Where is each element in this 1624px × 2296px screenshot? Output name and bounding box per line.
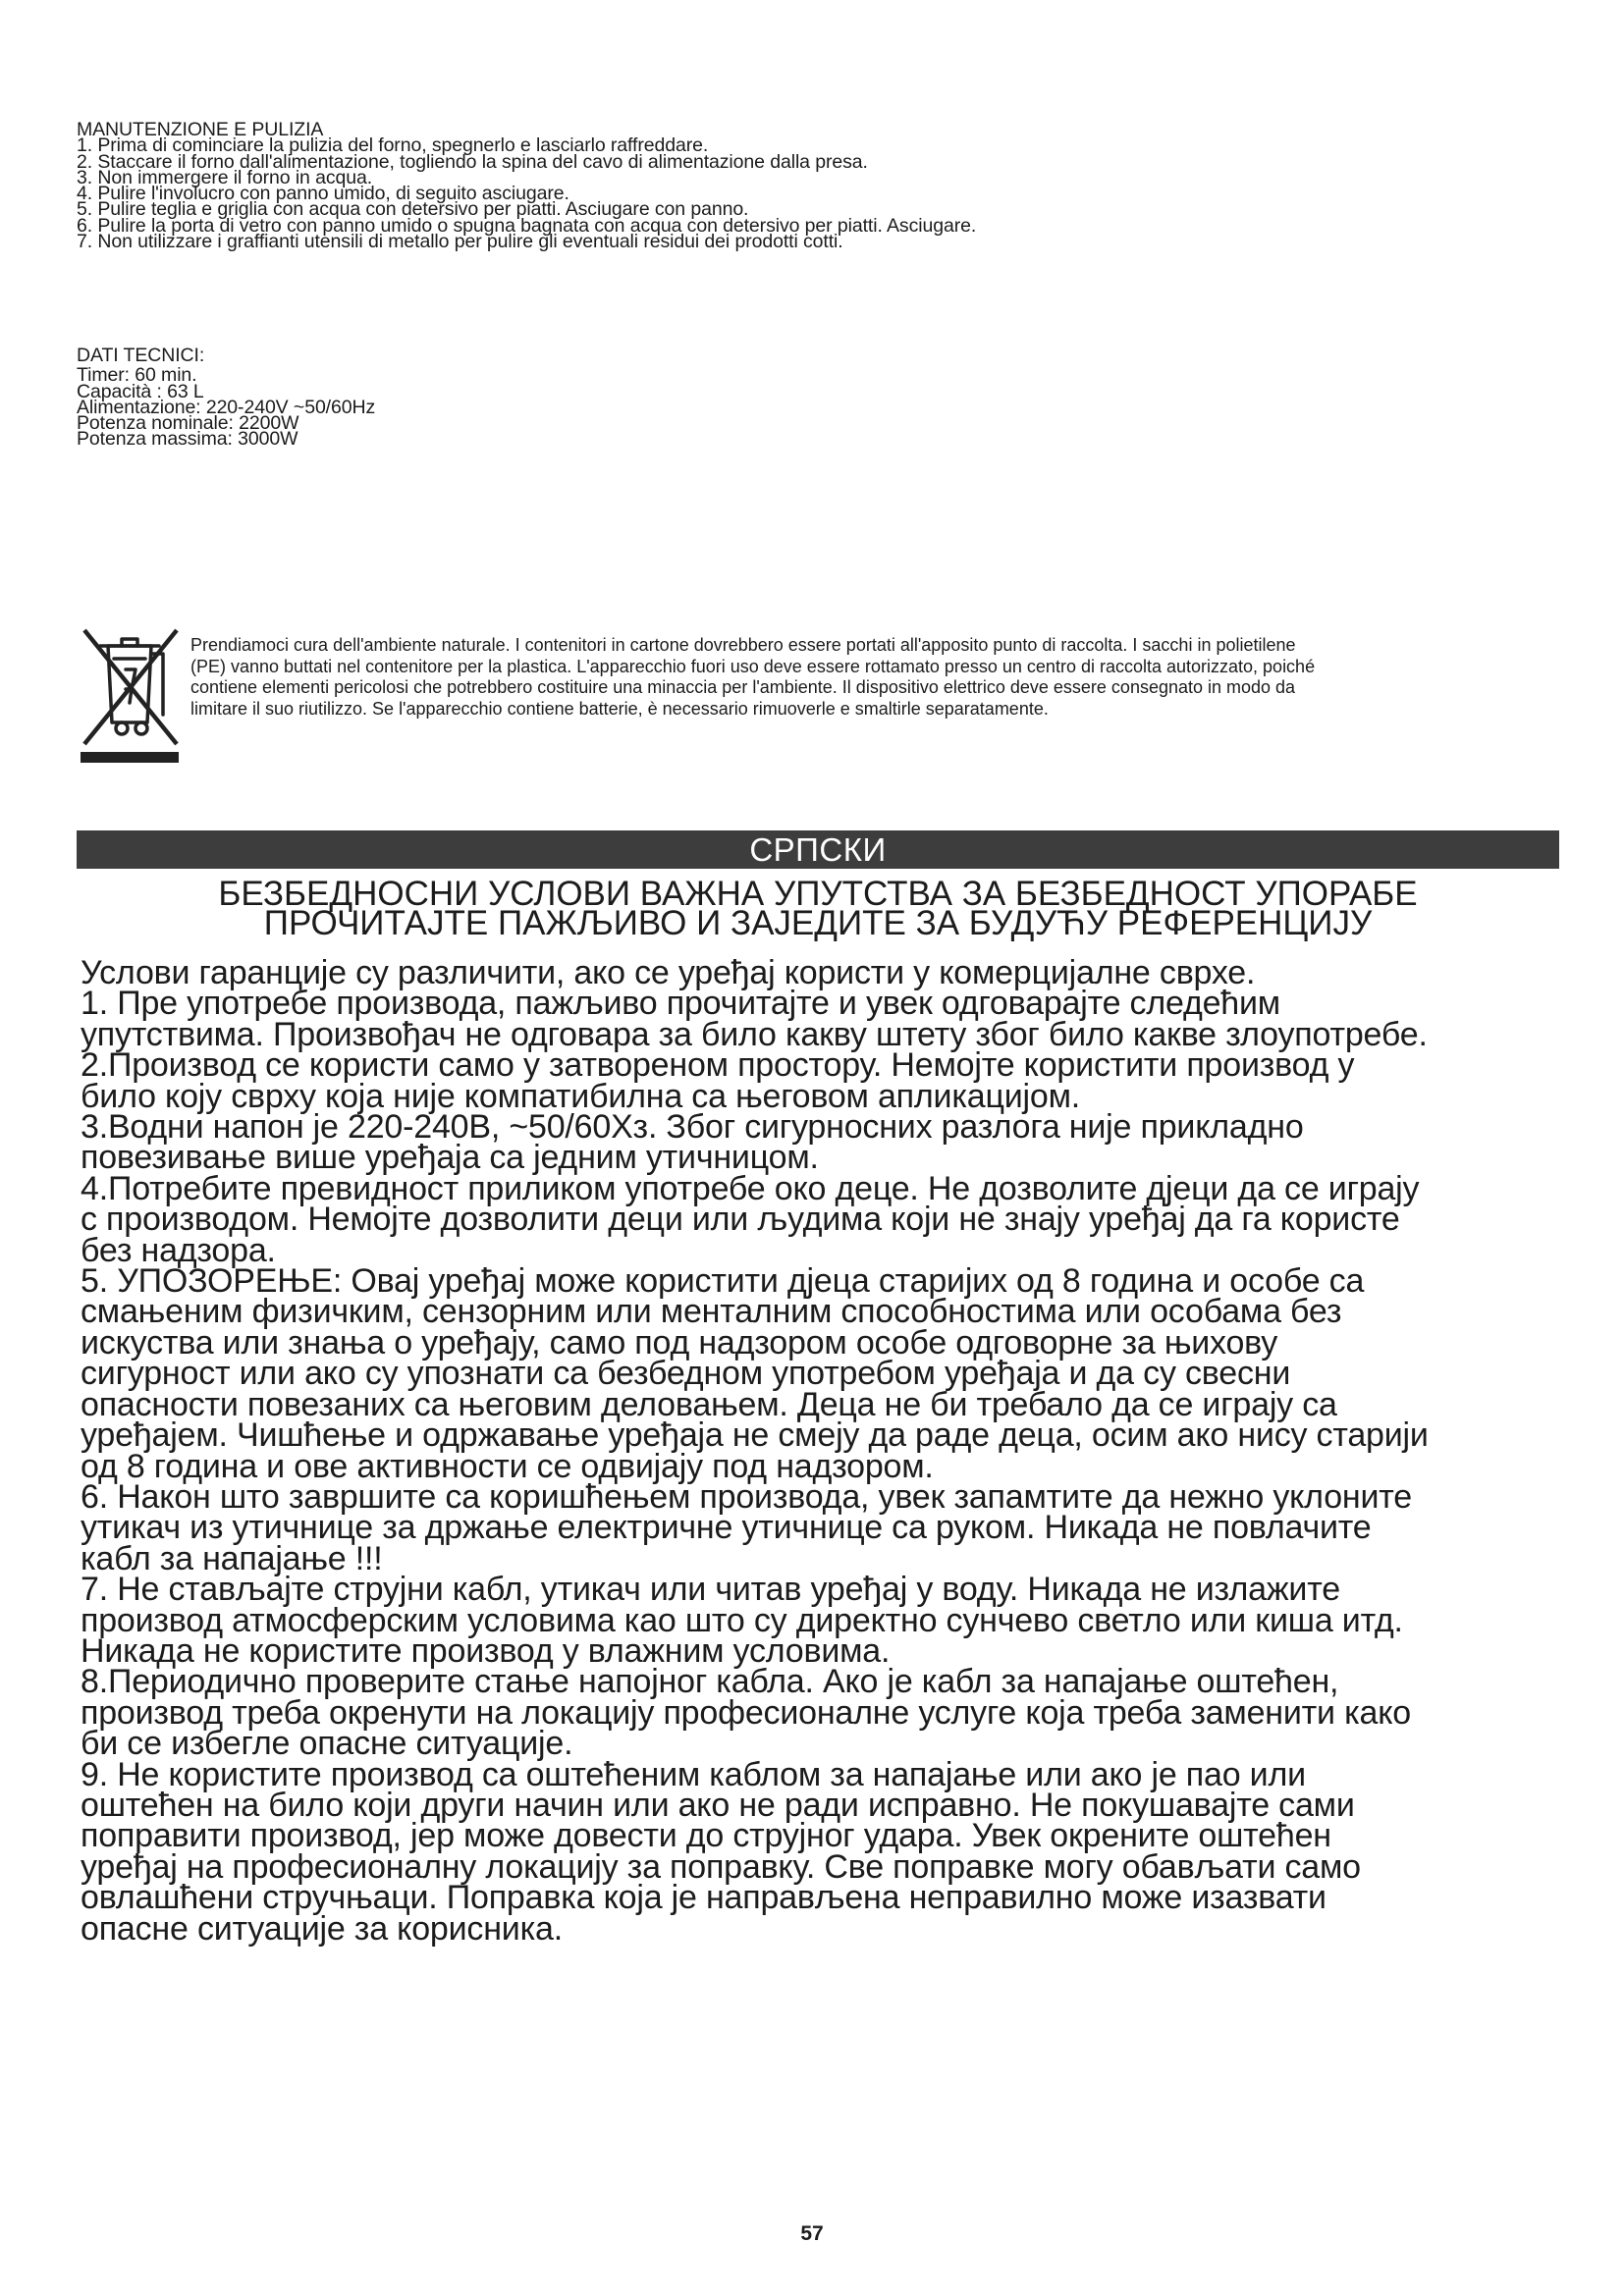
technical-data-section (77, 345, 1549, 451)
maintenance-step: 6. Pulire la porta di vetro con panno umido o spugna bagnata con acqua con detersivo per piatti. Asciugare. (77, 214, 977, 237)
safety-line: кабл за напајање !!! (81, 1539, 383, 1577)
serbian-safety-text (81, 954, 1563, 1948)
safety-line: 1. Пре употребе производа, пажљиво прочитајте и увек одговарајте следећим (81, 985, 1280, 1023)
spec-line: Capacità : 63 L (77, 380, 204, 402)
maintenance-section (77, 119, 1549, 253)
safety-line: 6. Након што завршите са коришћењем производа, увек запамтите да нежно уклоните (81, 1477, 1412, 1516)
safety-line: 3.Водни напон је 220-240В, ~50/60Хз. Због сигурносних разлога није прикладно (81, 1108, 1304, 1147)
spec-line: Timer: 60 min. (77, 364, 197, 387)
weee-line: contiene elementi pericolosi che potrebbero costituire una minaccia per l'ambiente. Il dispositivo elettrico deve essere consegnato in modo da (190, 677, 1296, 697)
safety-line: поправити производ, јер може довести до струјног удара. Увек окрените оштећен (81, 1817, 1331, 1855)
weee-disposal-notice (190, 635, 1565, 720)
safety-line: утикач из утичнице за држање електричне утичнице са руком. Никада не повлачите (81, 1509, 1372, 1547)
safety-line: 2.Производ се користи само у затвореном простору. Немојте користити производ у (81, 1046, 1355, 1085)
maintenance-step: 7. Non utilizzare i graffianti utensili di metallo per pulire gli eventuali residui dei prodotti cotti. (77, 231, 843, 253)
maintenance-heading: MANUTENZIONE E PULIZIA (77, 119, 324, 140)
safety-line: 9. Не користите производ са оштећеним каблом за напајање или ако је пао или (81, 1755, 1306, 1793)
safety-line: 8.Периодично проверите стање напојног кабла. Ако је кабл за напајање оштећен, (81, 1663, 1339, 1701)
safety-line: било коју сврху која није компатибилна са његовом апликацијом. (81, 1077, 1081, 1115)
maintenance-step: 1. Prima di cominciare la pulizia del forno, spegnerlo e lasciarlo raffreddare. (77, 134, 709, 157)
safety-line: производ треба окренути на локацију професионалне услуге која треба заменити како (81, 1693, 1411, 1732)
safety-line: сигурност или ако су упознати са безбедном употребом уређаја и да су свесни (81, 1355, 1291, 1393)
safety-line: 5. УПОЗОРЕЊЕ: Овај уређај може користити дјеца старијих од 8 година и особе са (81, 1262, 1365, 1301)
serbian-safety-title (77, 875, 1559, 942)
spec-line: Alimentazione: 220-240V ~50/60Hz (77, 396, 376, 418)
title-line: ПРОЧИТАЈТЕ ПАЖЉИВО И ЗАЈЕДИТЕ ЗА БУДУЋУ РЕФЕРЕНЦИЈУ (263, 904, 1373, 942)
safety-line: уређај на професионалну локацију за поправку. Све поправке могу обављати само (81, 1847, 1361, 1886)
safety-line: 4.Потребите превидност приликом употребе око деце. Не дозволите дјеци да се играју (81, 1169, 1420, 1207)
safety-line: искуства или знања о уређају, само под надзором особе одговорне за њихову (81, 1323, 1278, 1362)
maintenance-step: 4. Pulire l'involucro con panno umido, di seguito asciugare. (77, 183, 569, 205)
title-line: БЕЗБЕДНОСНИ УСЛОВИ ВАЖНА УПУТСТВА ЗА БЕЗБЕДНОСТ УПОРАБЕ (218, 875, 1418, 913)
spec-line: Potenza nominale: 2200W (77, 412, 299, 435)
safety-line: повезивање више уређаја са једним утичницом. (81, 1139, 819, 1177)
safety-line: производ атмосферским условима као што су директно сунчево светло или киша итд. (81, 1601, 1403, 1639)
safety-line: упутствима. Произвођач не одговара за било какву штету због било какве злоупотребе. (81, 1015, 1428, 1053)
safety-line: смањеним физичким, сензорним или менталним способностима или особама без (81, 1293, 1342, 1331)
crossed-out-wheelie-bin-icon (77, 624, 183, 764)
safety-line: би се избегле опасне ситуације. (81, 1725, 573, 1763)
safety-line: 7. Не стављајте струјни кабл, утикач или читав уређај у воду. Никада не излажите (81, 1571, 1340, 1609)
safety-line: с производом. Немојте дозволити деци или људима који не знају уређај да га користе (81, 1201, 1400, 1239)
safety-line: оштећен на било који други начин или ако не ради исправно. Не покушавајте сами (81, 1786, 1355, 1824)
maintenance-step: 5. Pulire teglia e griglia con acqua con detersivo per piatti. Asciugare con panno. (77, 198, 749, 221)
weee-line: limitare il suo riutilizzo. Se l'apparecchio contiene batterie, è necessario rimuoverle e smaltirle separatamente. (190, 698, 1049, 719)
weee-line: Prendiamoci cura dell'ambiente naturale. I contenitori in cartone dovrebbero essere portati all'apposito punto di raccolta. I sacchi in polietilene (190, 635, 1296, 655)
maintenance-step: 2. Staccare il forno dall'alimentazione, togliendo la spina del cavo di alimentazione dalla presa. (77, 150, 868, 173)
safety-line: без надзора. (81, 1231, 276, 1269)
safety-line: од 8 година и ове активности се одвијају под надзором. (81, 1447, 934, 1485)
language-section-bar: СРПСКИ (77, 830, 1559, 869)
safety-line: опасне ситуације за корисника. (81, 1909, 563, 1948)
safety-line: овлашћени стручњаци. Поправка која је направљена неправилно може изазвати (81, 1879, 1326, 1917)
weee-line: (PE) vanno buttati nel contenitore per la plastica. L'apparecchio fuori uso deve essere rottamato presso un centro di raccolta autorizzato, poiché (190, 656, 1316, 676)
safety-line: опасности повезаних са његовим деловањем. Деца не би требало да се играју са (81, 1385, 1337, 1423)
technical-data-heading: DATI TECNICI: (77, 345, 205, 366)
maintenance-step: 3. Non immergere il forno in acqua. (77, 166, 373, 188)
spec-line: Potenza massima: 3000W (77, 428, 298, 451)
page-number: 57 (800, 2222, 824, 2245)
safety-line: уређајем. Чишћење и одржавање уређаја не смеју да раде деца, осим ако нису старији (81, 1416, 1429, 1455)
safety-line: Услови гаранције су различити, ако се уређај користи у комерцијалне сврхе. (81, 954, 1256, 991)
safety-line: Никада не користите производ у влажним условима. (81, 1631, 891, 1670)
